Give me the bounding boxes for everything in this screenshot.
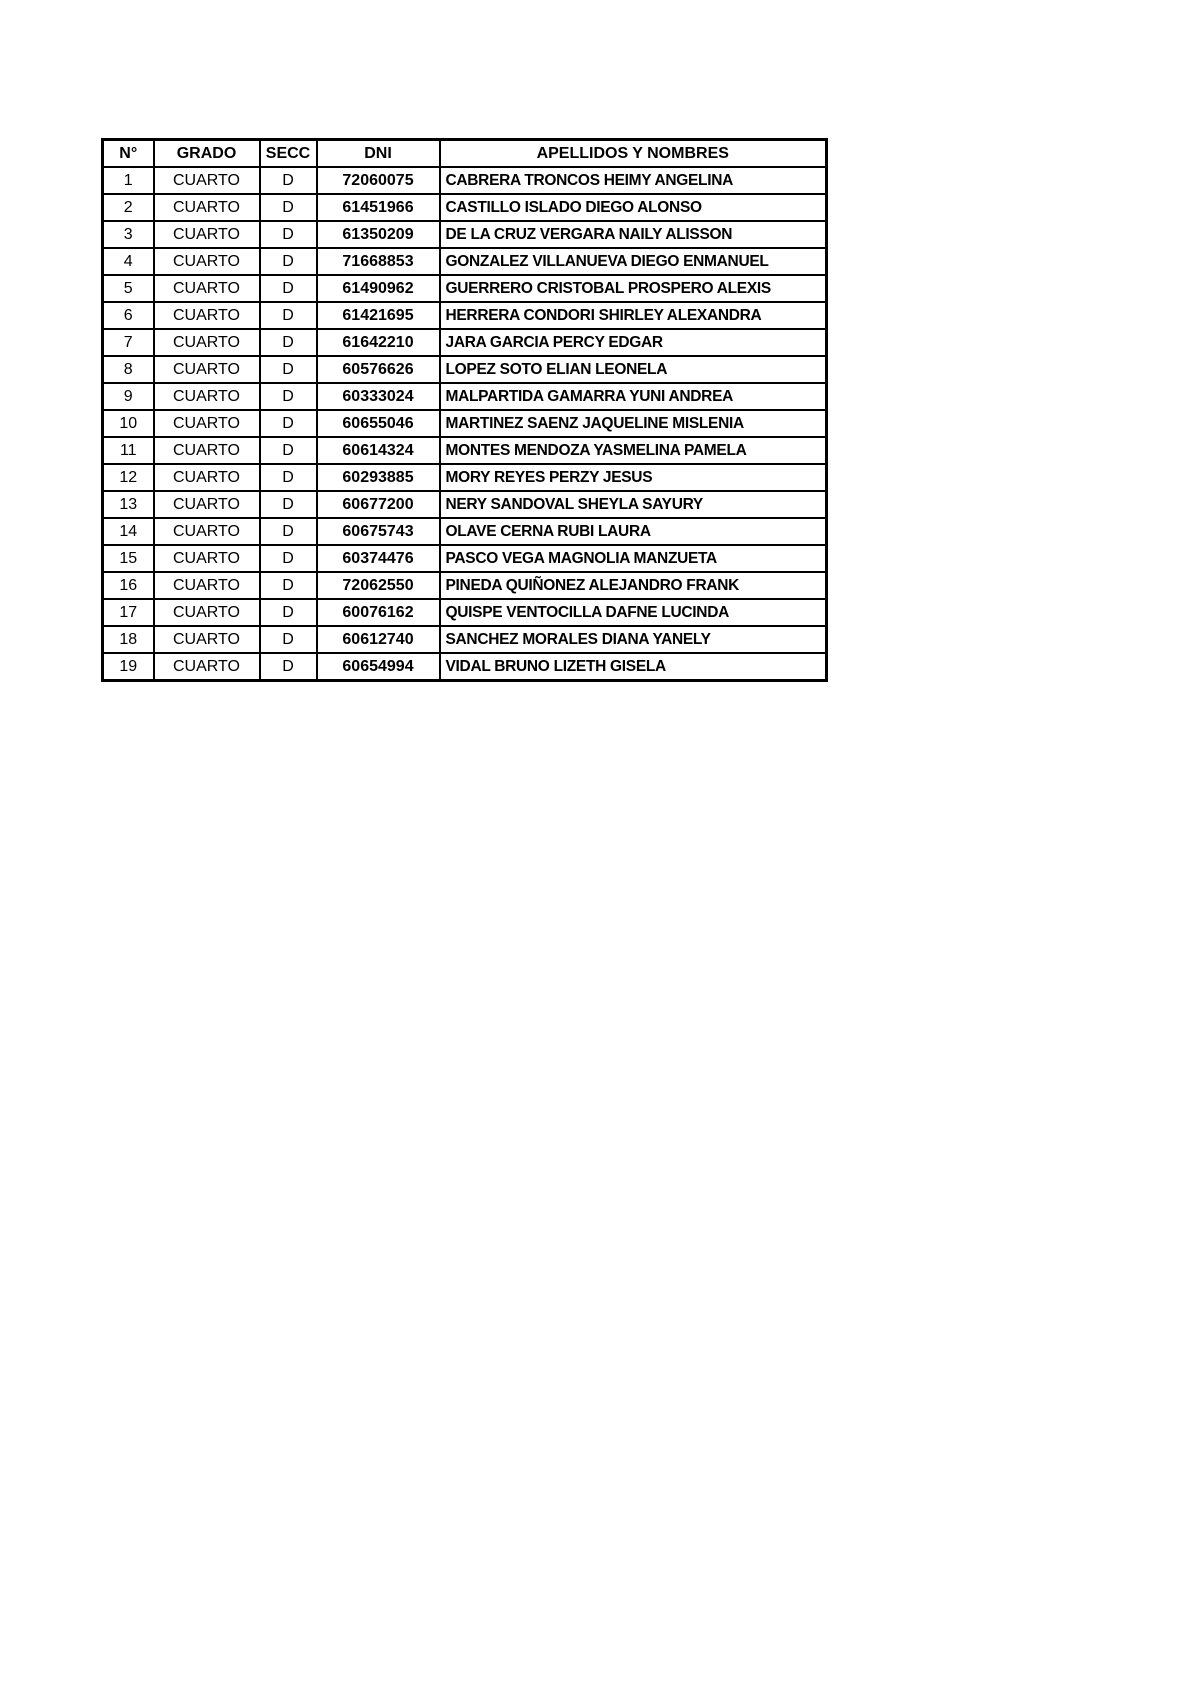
cell-name: PASCO VEGA MAGNOLIA MANZUETA [440, 545, 827, 572]
header-name: APELLIDOS Y NOMBRES [440, 140, 827, 168]
header-secc: SECC [260, 140, 317, 168]
cell-name: LOPEZ SOTO ELIAN LEONELA [440, 356, 827, 383]
cell-dni: 61642210 [317, 329, 440, 356]
cell-name: PINEDA QUIÑONEZ ALEJANDRO FRANK [440, 572, 827, 599]
cell-grado: CUARTO [154, 599, 260, 626]
table-header-row [103, 140, 827, 168]
cell-num: 11 [103, 437, 154, 464]
table-row [103, 275, 827, 302]
table-row [103, 437, 827, 464]
cell-secc: D [260, 464, 317, 491]
cell-dni: 61421695 [317, 302, 440, 329]
cell-name: GUERRERO CRISTOBAL PROSPERO ALEXIS [440, 275, 827, 302]
table-row [103, 626, 827, 653]
cell-name: JARA GARCIA PERCY EDGAR [440, 329, 827, 356]
cell-grado: CUARTO [154, 518, 260, 545]
cell-dni: 60675743 [317, 518, 440, 545]
cell-secc: D [260, 653, 317, 681]
table-row [103, 329, 827, 356]
cell-num: 14 [103, 518, 154, 545]
cell-grado: CUARTO [154, 383, 260, 410]
cell-secc: D [260, 167, 317, 194]
cell-dni: 61451966 [317, 194, 440, 221]
cell-secc: D [260, 383, 317, 410]
cell-grado: CUARTO [154, 356, 260, 383]
table-row [103, 383, 827, 410]
cell-grado: CUARTO [154, 248, 260, 275]
cell-dni: 72060075 [317, 167, 440, 194]
cell-num: 6 [103, 302, 154, 329]
cell-dni: 71668853 [317, 248, 440, 275]
cell-grado: CUARTO [154, 194, 260, 221]
table-row [103, 194, 827, 221]
table-row [103, 518, 827, 545]
cell-grado: CUARTO [154, 491, 260, 518]
cell-grado: CUARTO [154, 221, 260, 248]
cell-name: OLAVE CERNA RUBI LAURA [440, 518, 827, 545]
cell-grado: CUARTO [154, 626, 260, 653]
cell-num: 12 [103, 464, 154, 491]
cell-num: 1 [103, 167, 154, 194]
cell-secc: D [260, 275, 317, 302]
cell-grado: CUARTO [154, 437, 260, 464]
cell-dni: 60677200 [317, 491, 440, 518]
cell-grado: CUARTO [154, 572, 260, 599]
cell-dni: 61350209 [317, 221, 440, 248]
cell-grado: CUARTO [154, 653, 260, 681]
cell-name: DE LA CRUZ VERGARA NAILY ALISSON [440, 221, 827, 248]
header-grado: GRADO [154, 140, 260, 168]
cell-name: NERY SANDOVAL SHEYLA SAYURY [440, 491, 827, 518]
table-row [103, 302, 827, 329]
cell-num: 2 [103, 194, 154, 221]
header-dni: DNI [317, 140, 440, 168]
cell-grado: CUARTO [154, 167, 260, 194]
cell-dni: 60576626 [317, 356, 440, 383]
cell-secc: D [260, 221, 317, 248]
cell-num: 13 [103, 491, 154, 518]
cell-num: 18 [103, 626, 154, 653]
table-row [103, 491, 827, 518]
cell-dni: 60654994 [317, 653, 440, 681]
cell-name: VIDAL BRUNO LIZETH GISELA [440, 653, 827, 681]
student-list-table [101, 138, 828, 682]
cell-dni: 61490962 [317, 275, 440, 302]
cell-dni: 72062550 [317, 572, 440, 599]
table-row [103, 221, 827, 248]
cell-grado: CUARTO [154, 545, 260, 572]
cell-num: 7 [103, 329, 154, 356]
cell-name: MORY REYES PERZY JESUS [440, 464, 827, 491]
cell-name: GONZALEZ VILLANUEVA DIEGO ENMANUEL [440, 248, 827, 275]
table-row [103, 356, 827, 383]
cell-secc: D [260, 356, 317, 383]
cell-num: 3 [103, 221, 154, 248]
cell-secc: D [260, 518, 317, 545]
cell-grado: CUARTO [154, 275, 260, 302]
cell-num: 16 [103, 572, 154, 599]
cell-name: CABRERA TRONCOS HEIMY ANGELINA [440, 167, 827, 194]
cell-num: 15 [103, 545, 154, 572]
cell-secc: D [260, 410, 317, 437]
cell-dni: 60612740 [317, 626, 440, 653]
cell-dni: 60655046 [317, 410, 440, 437]
cell-name: MALPARTIDA GAMARRA YUNI ANDREA [440, 383, 827, 410]
cell-secc: D [260, 248, 317, 275]
cell-dni: 60293885 [317, 464, 440, 491]
cell-num: 19 [103, 653, 154, 681]
cell-name: HERRERA CONDORI SHIRLEY ALEXANDRA [440, 302, 827, 329]
table-row [103, 464, 827, 491]
cell-grado: CUARTO [154, 302, 260, 329]
cell-grado: CUARTO [154, 410, 260, 437]
cell-secc: D [260, 437, 317, 464]
cell-num: 17 [103, 599, 154, 626]
cell-grado: CUARTO [154, 329, 260, 356]
cell-secc: D [260, 302, 317, 329]
cell-dni: 60076162 [317, 599, 440, 626]
table-row [103, 545, 827, 572]
cell-secc: D [260, 626, 317, 653]
table-row [103, 653, 827, 681]
cell-secc: D [260, 329, 317, 356]
cell-num: 9 [103, 383, 154, 410]
header-num: N° [103, 140, 154, 168]
cell-grado: CUARTO [154, 464, 260, 491]
cell-name: MARTINEZ SAENZ JAQUELINE MISLENIA [440, 410, 827, 437]
cell-dni: 60374476 [317, 545, 440, 572]
cell-secc: D [260, 491, 317, 518]
cell-name: QUISPE VENTOCILLA DAFNE LUCINDA [440, 599, 827, 626]
table-row [103, 167, 827, 194]
table-row [103, 599, 827, 626]
cell-secc: D [260, 599, 317, 626]
cell-secc: D [260, 545, 317, 572]
cell-num: 4 [103, 248, 154, 275]
cell-num: 8 [103, 356, 154, 383]
cell-name: SANCHEZ MORALES DIANA YANELY [440, 626, 827, 653]
cell-num: 5 [103, 275, 154, 302]
cell-num: 10 [103, 410, 154, 437]
cell-secc: D [260, 572, 317, 599]
cell-name: MONTES MENDOZA YASMELINA PAMELA [440, 437, 827, 464]
cell-secc: D [260, 194, 317, 221]
table-row [103, 572, 827, 599]
cell-dni: 60333024 [317, 383, 440, 410]
cell-name: CASTILLO ISLADO DIEGO ALONSO [440, 194, 827, 221]
table-row [103, 410, 827, 437]
table-body [103, 167, 827, 681]
cell-dni: 60614324 [317, 437, 440, 464]
table-row [103, 248, 827, 275]
